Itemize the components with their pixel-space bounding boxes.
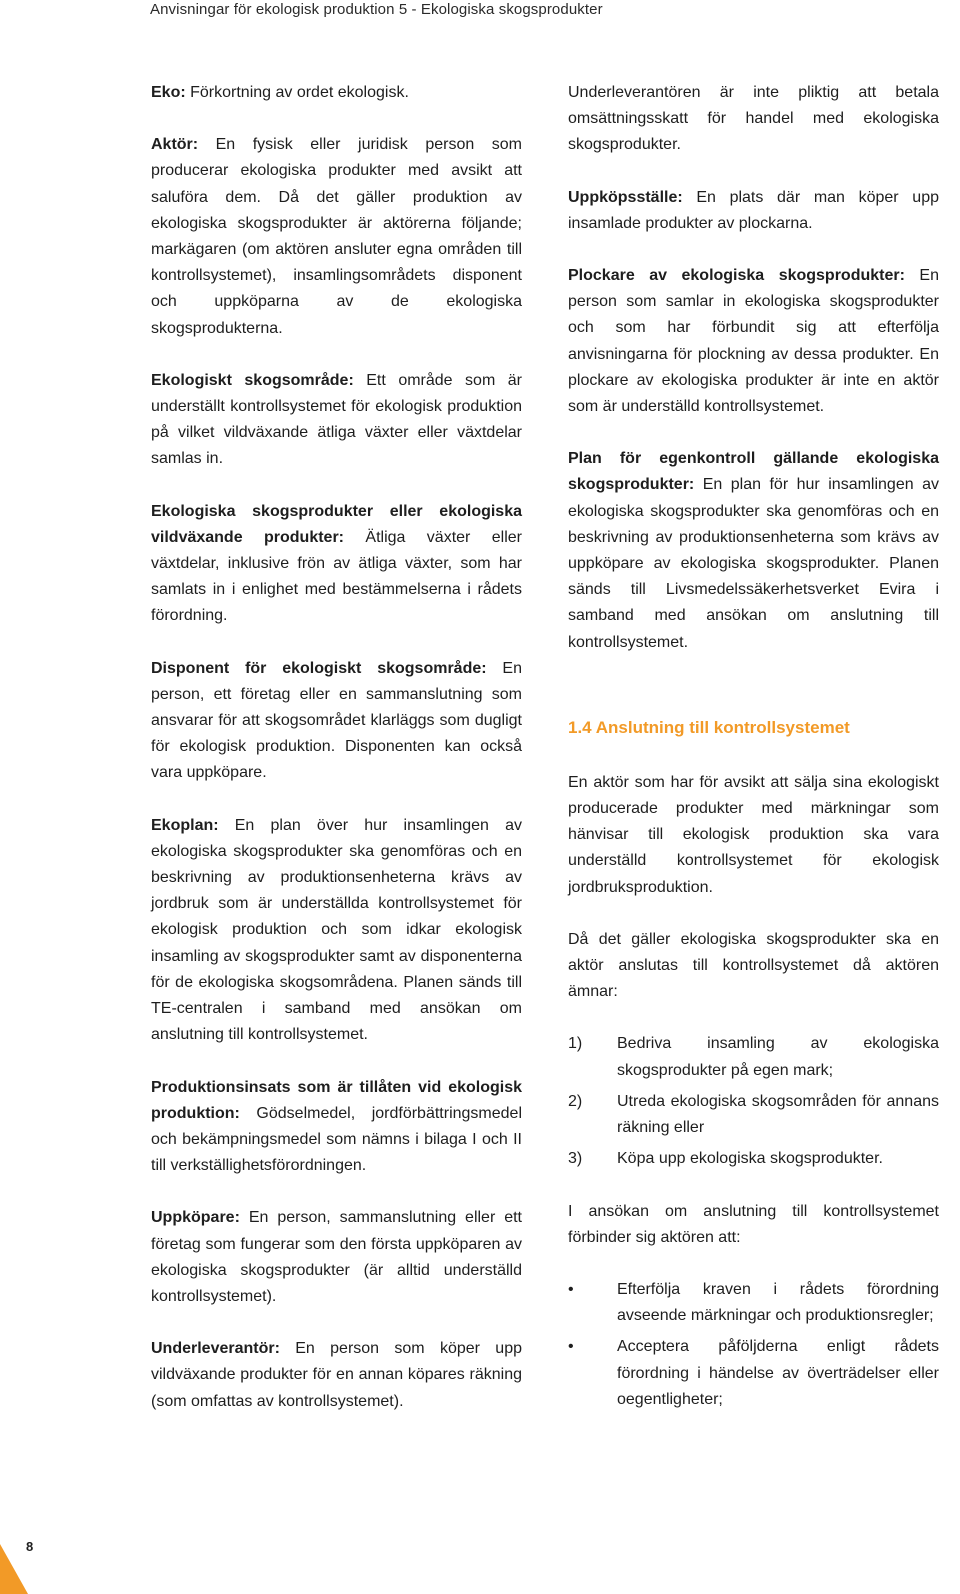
definition-underleverantor — [151, 1336, 522, 1415]
list-marker: 3) — [568, 1150, 583, 1168]
page-number: 8 — [26, 1539, 34, 1554]
bullet-icon: • — [568, 1338, 574, 1356]
definition-ekologiskt-skogsomrade — [151, 368, 522, 473]
definition-ekologiska-skogsprodukter — [151, 499, 522, 630]
list-item-text: Efterfölja kraven i rådets förordning avseende märkningar och produktionsregler; — [617, 1280, 939, 1325]
paragraph — [568, 770, 939, 901]
term: Underleverantör: — [151, 1340, 280, 1358]
definition-text: En plan över hur insamlingen av ekologiska skogsprodukter ska genomföras och en beskrivning av produktionsenheterna krävs av jordbruk som är underställda kontrollsystemet för ekologisk produktion och som idkar ekologisk insamling av skogsprodukter samt av disponenterna för de ekologiska skogsområdena. Planen sänds till TE-centralen i samband med ansökan om anslutning till kontrollsystemet. — [151, 816, 522, 1044]
paragraph — [568, 80, 939, 159]
definition-plan-for-egenkontroll — [568, 446, 939, 656]
definition-produktionsinsats — [151, 1075, 522, 1180]
left-column — [151, 80, 522, 1441]
definition-aktor — [151, 132, 522, 342]
definition-eko — [151, 80, 522, 106]
definition-plockare — [568, 263, 939, 420]
list-marker: 1) — [568, 1035, 583, 1053]
corner-triangle — [0, 1544, 28, 1594]
list-item — [568, 1031, 939, 1083]
definition-uppkopare — [151, 1205, 522, 1310]
definition-uppkopsstalle — [568, 185, 939, 237]
section-heading: 1.4 Anslutning till kontrollsystemet — [568, 717, 850, 737]
list-item — [568, 1146, 939, 1172]
definition-text: Gödselmedel, jordförbättringsmedel och bekämpningsmedel som nämns i bilaga I och II till verkställighetsförordningen. — [151, 1104, 522, 1175]
term: Disponent för ekologiskt skogsområde: — [151, 659, 487, 677]
term: Ekologiskt skogsområde: — [151, 371, 354, 389]
list-item — [568, 1334, 939, 1413]
list-item-text: Utreda ekologiska skogsområden för annans räkning eller — [617, 1092, 939, 1137]
paragraph — [568, 927, 939, 1006]
definition-text: En person som samlar in ekologiska skogsprodukter och som har förbundit sig att efterfölja anvisningarna för plockning av dessa produkter. En plockare av ekologiska produkter är inte en aktör som är underställd kontrollsystemet. — [568, 267, 939, 416]
definition-text: En plats där man köper upp insamlade produkter av plockarna. — [568, 188, 939, 232]
definition-text: Ett område som är underställt kontrollsystemet för ekologisk produktion på vilket vildväxande ätliga växter eller växtdelar samlas in. — [151, 371, 522, 468]
term: Uppköpare: — [151, 1209, 240, 1227]
term: Ekologiska skogsprodukter eller ekologiska vildväxande produkter: — [151, 502, 522, 546]
definition-disponent — [151, 656, 522, 787]
page-corner-icon — [0, 1524, 70, 1594]
term: Plockare av ekologiska skogsprodukter: — [568, 267, 905, 285]
list-item — [568, 1277, 939, 1329]
term: Aktör: — [151, 136, 199, 154]
list-item-text: Köpa upp ekologiska skogsprodukter. — [617, 1150, 883, 1168]
list-item-text: Acceptera påföljderna enligt rådets förordning i händelse av överträdelser eller oegentligheter; — [617, 1338, 939, 1408]
term: Uppköpsställe: — [568, 188, 683, 206]
definition-text: En person som köper upp vildväxande produkter för en annan köpares räkning (som omfattas av kontrollsystemet). — [151, 1340, 522, 1410]
definition-ekoplan — [151, 813, 522, 1049]
paragraph-text: En aktör som har för avsikt att sälja sina ekologiskt producerade produkter med märkningar som hänvisar till ekologisk produktion ska vara underställd kontrollsystemet för ekologisk jordbruksproduktion. — [568, 773, 939, 896]
bullet-icon: • — [568, 1280, 574, 1298]
list-item — [568, 1089, 939, 1141]
list-marker: 2) — [568, 1092, 583, 1110]
definition-text: En fysisk eller juridisk person som producerar ekologiska produkter med avsikt att saluföra dem. Då det gäller produktion av ekologiska skogsprodukter är aktörerna följande; markägaren (om aktören ansluter egna områden till kontrollsystemet), insamlingsområdets disponent och uppköparna av de ekologiska skogsprodukterna. — [151, 136, 522, 337]
term: Produktionsinsats som är tillåten vid ekologisk produktion: — [151, 1078, 522, 1122]
running-header: Anvisningar för ekologisk produktion 5 - Ekologiska skogsprodukter — [150, 1, 603, 18]
definition-text: En plan för hur insamlingen av ekologiska skogsprodukter ska genomföras och en beskrivning av produktionsenheterna som krävs av uppköpare av ekologiska skogsprodukter. Planen sänds till Livsmedelssäkerhetsverket Evira i samband med ansökan om anslutning till kontrollsystemet. — [568, 476, 939, 651]
right-column — [568, 80, 939, 1439]
term: Eko: — [151, 84, 186, 101]
bullet-list — [568, 1277, 939, 1413]
numbered-list — [568, 1031, 939, 1172]
paragraph — [568, 1199, 939, 1251]
list-item-text: Bedriva insamling av ekologiska skogsprodukter på egen mark; — [617, 1035, 939, 1079]
paragraph-text: Underleverantören är inte pliktig att betala omsättningsskatt för handel med ekologiska skogsprodukter. — [568, 84, 939, 154]
paragraph-text: I ansökan om anslutning till kontrollsystemet förbinder sig aktören att: — [568, 1202, 939, 1246]
definition-text: En person, sammanslutning eller ett företag som fungerar som den första uppköparen av ekologiska skogsprodukter (är alltid underställd kontrollsystemet). — [151, 1209, 522, 1305]
paragraph-text: Då det gäller ekologiska skogsprodukter ska en aktör anslutas till kontrollsystemet då aktören ämnar: — [568, 930, 939, 1001]
definition-text: Ätliga växter eller växtdelar, inklusive frön av ätliga växter, som har samlats in i enlighet med bestämmelserna i rådets förordning. — [151, 528, 522, 625]
term: Ekoplan: — [151, 816, 219, 834]
definition-text: Förkortning av ordet ekologisk. — [185, 84, 409, 101]
definition-text: En person, ett företag eller en sammanslutning som ansvarar för att skogsområdet klarläggs som dugligt för ekologisk produktion. Disponenten kan också vara uppköpare. — [151, 659, 522, 782]
term: Plan för egenkontroll gällande ekologiska skogsprodukter: — [568, 450, 939, 494]
